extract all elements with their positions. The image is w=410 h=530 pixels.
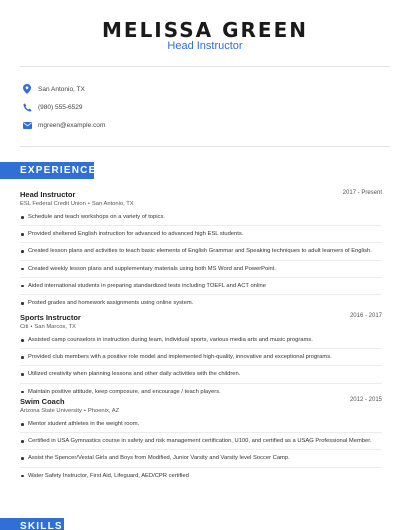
- company-name: Arizona State University: [20, 408, 82, 414]
- job-organization: ESL Federal Credit Union • San Antonio, TX: [20, 201, 134, 207]
- list-item: Provided club members with a positive role model and implemented high-quality, innovative and exceptional programs.: [20, 353, 382, 366]
- list-item: Maintain positive attitude, keep composure, and encourage / teach players.: [20, 388, 382, 400]
- list-item: Mentor student athletes in the weight room.: [20, 420, 382, 433]
- section-header-skills: SKILLS: [0, 518, 64, 530]
- company-location: San Marcos, TX: [34, 324, 76, 330]
- job-organization: Citi • San Marcos, TX: [20, 324, 76, 330]
- phone-icon: [20, 100, 34, 114]
- job-title-header: Head Instructor: [167, 40, 243, 52]
- list-item: Schedule and teach workshops on a variety of topics.: [20, 213, 382, 226]
- list-item: Posted grades and homework assignments using online system.: [20, 299, 382, 311]
- list-item: Created lesson plans and activities to teach basic elements of English Grammar and Speaking techniques to adult learners of English.: [20, 247, 382, 260]
- list-item: Provided sheltered English instruction for advanced to advanced high ESL students.: [20, 230, 382, 243]
- company-name: ESL Federal Credit Union: [20, 201, 86, 207]
- contact-location: [20, 82, 85, 96]
- job-entry: [20, 190, 382, 311]
- job-title: Sports Instructor: [20, 313, 81, 322]
- company-location: San Antonio, TX: [91, 201, 134, 207]
- job-entry: [20, 397, 382, 484]
- job-dates: 2016 - 2017: [349, 313, 382, 319]
- list-item: Assist the Spencer/Vestal Girls and Boys from Modified, Junior Varsity and Varsity level Soccer Camp.: [20, 454, 382, 467]
- divider: [20, 146, 390, 147]
- job-organization: Arizona State University • Phoenix, AZ: [20, 408, 120, 414]
- list-item: Created weekly lesson plans and supplementary materials using both MS Word and PowerPoint.: [20, 265, 382, 278]
- job-dates: 2017 - Present: [342, 190, 382, 196]
- company-name: Citi: [20, 324, 29, 330]
- job-bullets: [20, 420, 382, 484]
- job-dates: 2012 - 2015: [349, 397, 382, 403]
- list-item: Assisted camp counselors in instruction during team, individual sports, various media arts and music programs.: [20, 336, 382, 349]
- contact-email: [20, 118, 105, 132]
- job-title: Swim Coach: [20, 397, 65, 406]
- contact-phone: [20, 100, 82, 114]
- job-entry: [20, 313, 382, 400]
- contact-email-text: mgreen@example.com: [38, 121, 106, 129]
- contact-phone-text: (980) 555-6529: [38, 103, 83, 111]
- email-icon: [20, 118, 34, 132]
- location-pin-icon: [20, 82, 34, 96]
- divider: [20, 66, 390, 67]
- job-bullets: [20, 213, 382, 311]
- list-item: Certified in USA Gymnastics course in safety and risk management certification, U100, and certified as a USAG Professional Member.: [20, 437, 382, 450]
- list-item: Utilized creativity when planning lessons and other daily activities with the children.: [20, 370, 382, 383]
- job-bullets: [20, 336, 382, 400]
- list-item: Water Safety Instructor, First Aid, Lifeguard, AED/CPR certified: [20, 472, 382, 484]
- job-title: Head Instructor: [20, 190, 76, 199]
- section-header-experience: EXPERIENCE: [0, 162, 94, 179]
- list-item: Aided international students in preparing standardized tests including TOEFL and ACT online: [20, 282, 382, 295]
- contact-location-text: San Antonio, TX: [38, 85, 85, 93]
- candidate-name: MELISSA GREEN: [102, 18, 308, 42]
- company-location: Phoenix, AZ: [87, 408, 120, 414]
